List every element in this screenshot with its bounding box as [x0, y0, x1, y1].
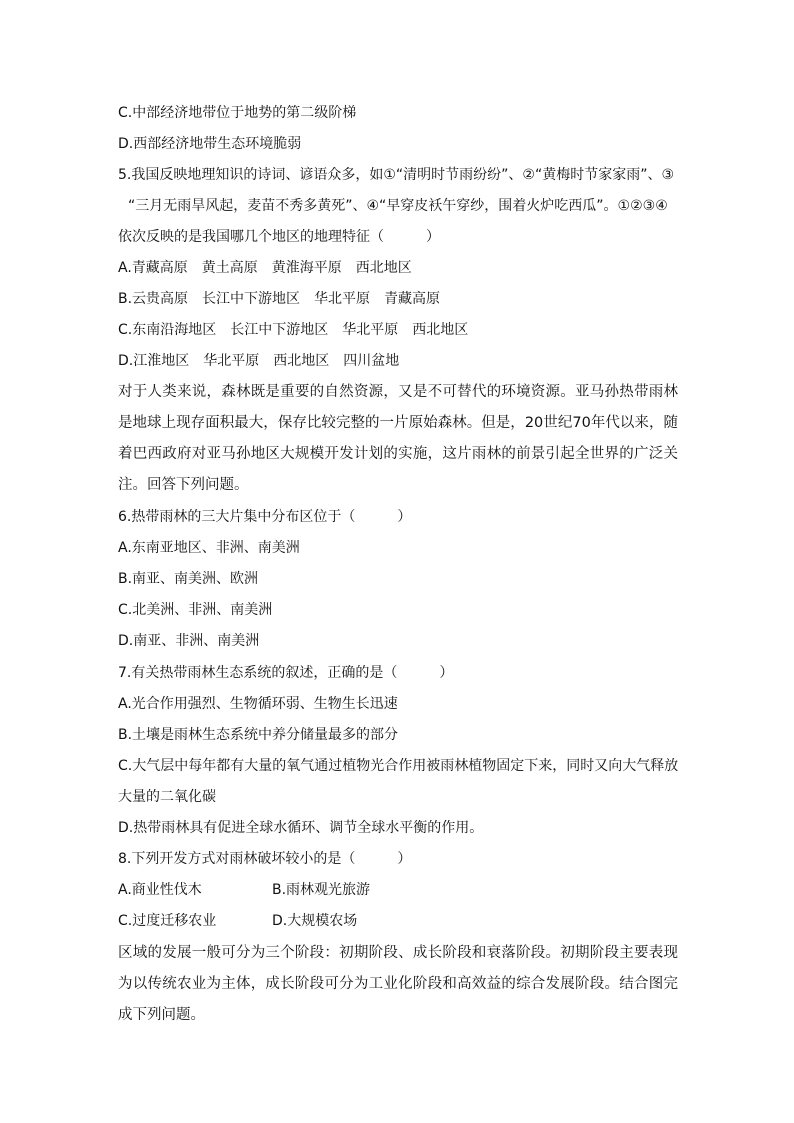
q6-stem: 6.热带雨林的三大片集中分布区位于（ ）	[118, 509, 412, 525]
q7-option-d: D.热带雨林具有促进全球水循环、调节全球水平衡的作用。	[118, 820, 484, 836]
q6-option-a: A.东南亚地区、非洲、南美洲	[118, 540, 300, 556]
passage-regional-development: 区域的发展一般可分为三个阶段：初期阶段、成长阶段和衰落阶段。初期阶段主要表现为以传统农业为主体，成长阶段可分为工业化阶段和高效益的综合发展阶段。结合图完成下列问题。	[118, 945, 678, 1023]
q6-option-c: C.北美洲、非洲、南美洲	[118, 602, 273, 618]
q6-option-b: B.南亚、南美洲、欧洲	[118, 571, 259, 587]
q5-option-a: A.青藏高原 黄土高原 黄淮海平原 西北地区	[118, 260, 412, 276]
q5-stem-line2: “三月无雨旱风起，麦苗不秀多黄死”、④“早穿皮袄午穿纱，围着火炉吃西瓜”。①②③④	[128, 198, 668, 214]
q8-option-a: A.商业性伐木	[118, 882, 202, 898]
q5-option-d: D.江淮地区 华北平原 西北地区 四川盆地	[118, 353, 400, 369]
q4-option-d: D.西部经济地带生态环境脆弱	[118, 136, 302, 152]
q8-option-c: C.过度迁移农业	[118, 913, 217, 929]
q6-option-d: D.南亚、非洲、南美洲	[118, 633, 260, 649]
q8-option-b: B.雨林观光旅游	[272, 882, 371, 898]
q7-option-b: B.土壤是雨林生态系统中养分储量最多的部分	[118, 727, 399, 743]
q5-stem-line1: 5.我国反映地理知识的诗词、谚语众多，如①“清明时节雨纷纷”、②“黄梅时节家家雨”、③	[118, 167, 675, 183]
q8-stem: 8.下列开发方式对雨林破坏较小的是（ ）	[118, 851, 412, 867]
q8-option-d: D.大规模农场	[272, 913, 358, 929]
q7-option-a: A.光合作用强烈、生物循环弱、生物生长迅速	[118, 696, 398, 712]
q5-option-c: C.东南沿海地区 长江中下游地区 华北平原 西北地区	[118, 322, 469, 338]
q4-option-c: C.中部经济地带位于地势的第二级阶梯	[118, 105, 357, 121]
q5-option-b: B.云贵高原 长江中下游地区 华北平原 青藏高原	[118, 291, 441, 307]
q7-option-c-line1: C.大气层中每年都有大量的氧气通过植物光合作用被雨林植物固定下来，同时又向大气释放	[118, 758, 679, 774]
q7-stem: 7.有关热带雨林生态系统的叙述，正确的是（ ）	[118, 665, 454, 681]
q5-stem-line3: 依次反映的是我国哪几个地区的地理特征（ ）	[118, 229, 440, 245]
q7-option-c-line2: 大量的二氧化碳	[118, 789, 216, 805]
passage-rainforest: 对于人类来说，森林既是重要的自然资源，又是不可替代的环境资源。亚马孙热带雨林是地球上现存面积最大，保存比较完整的一片原始森林。但是，20世纪70年代以来，随着巴西政府对亚马孙地区大规模开发计划的实施，这片雨林的前景引起全世界的广泛关注。回答下列问题。	[118, 384, 678, 493]
